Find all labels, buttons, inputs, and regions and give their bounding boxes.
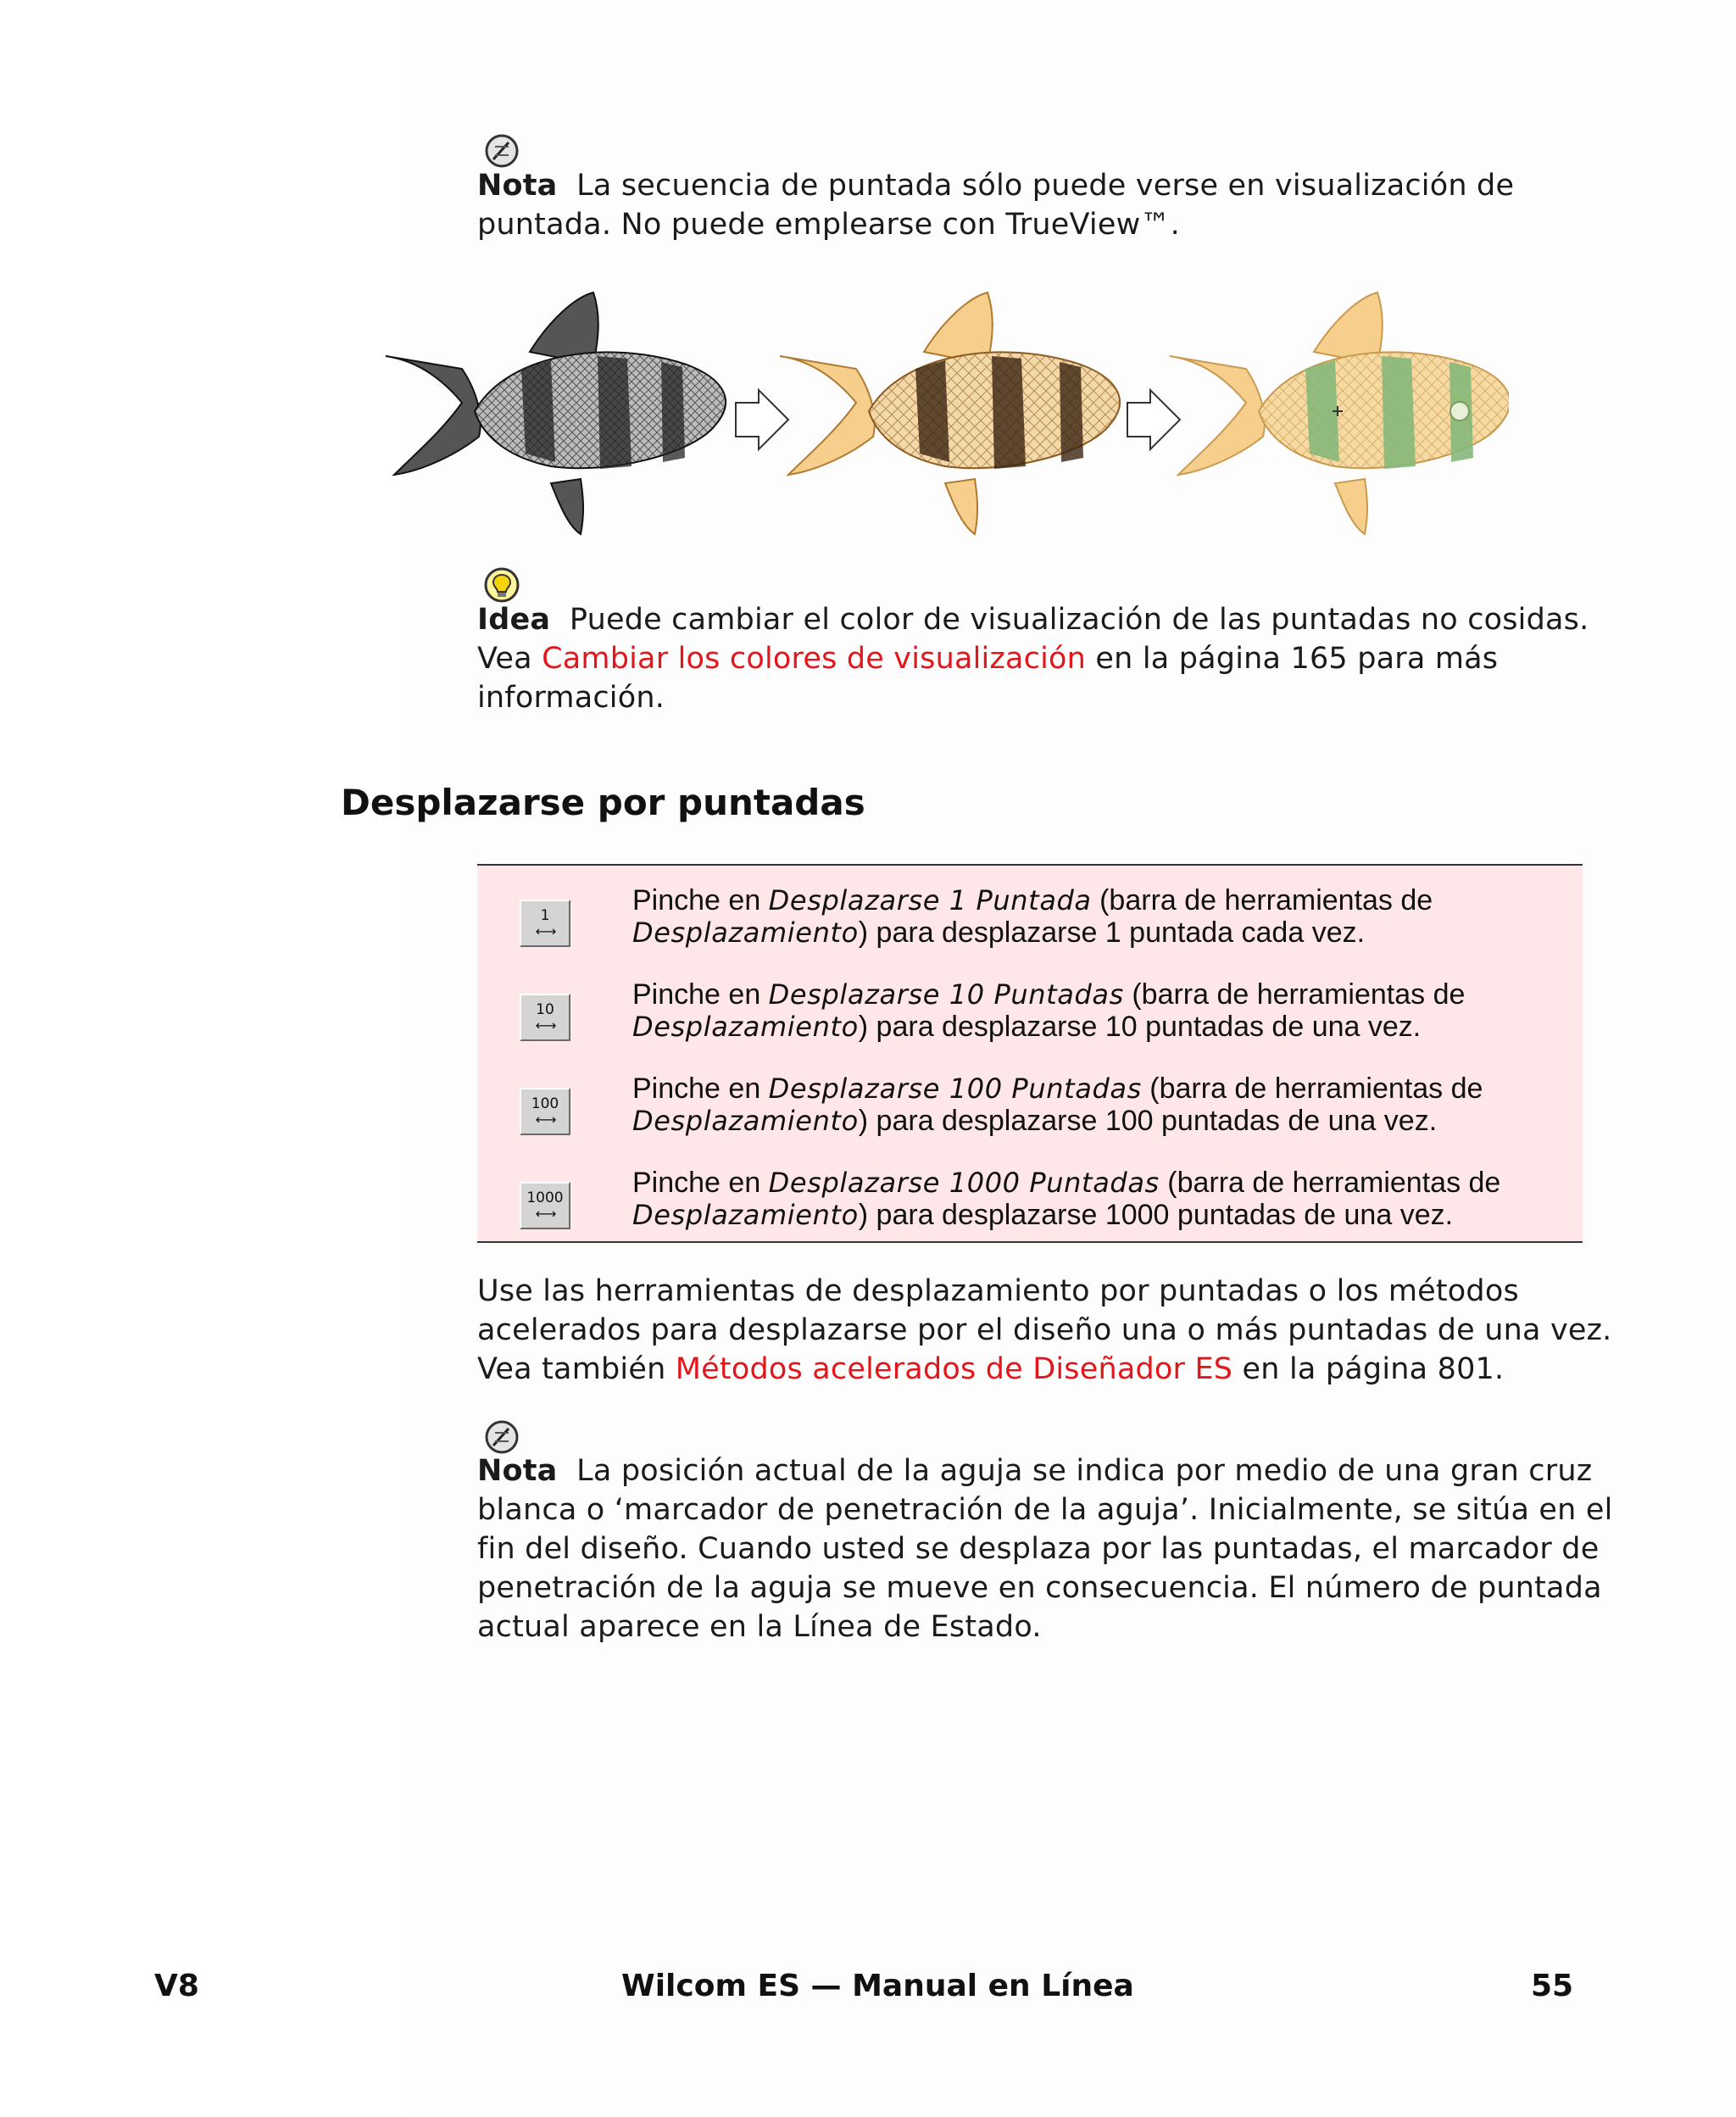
note-2-line-4: penetración de la aguja se mueve en consecuencia. El número de puntada — [477, 1571, 1602, 1605]
note-text: La secuencia de puntada sólo puede verse en visualización de — [576, 169, 1515, 203]
tool-description — [632, 884, 1565, 949]
note-pencil-icon — [483, 132, 520, 170]
section-heading: Desplazarse por puntadas — [341, 782, 865, 823]
text: Pinche en — [632, 1167, 769, 1199]
note-label: Nota — [477, 1454, 558, 1488]
text: Vea también — [477, 1352, 676, 1386]
note-text: La posición actual de la aguja se indica por medio de una gran cruz — [576, 1454, 1593, 1488]
fish-unsewn — [386, 292, 726, 534]
tip-line-2 — [477, 639, 1498, 678]
tool-name: Desplazarse 10 Puntadas — [768, 978, 1124, 1011]
scroll-1000-stitches-button[interactable] — [520, 1182, 570, 1229]
note-2-line-5: actual aparece en la Línea de Estado. — [477, 1610, 1042, 1644]
note-2-line-1 — [477, 1451, 1592, 1490]
tool-description — [632, 978, 1565, 1043]
text: (barra de herramientas de — [1141, 1072, 1483, 1105]
toolbar-name: Desplazamiento — [632, 1011, 859, 1043]
tools-table — [477, 864, 1583, 1243]
footer-version: V8 — [154, 1969, 199, 2003]
note-pencil-icon — [483, 1418, 520, 1456]
note-label: Nota — [477, 169, 558, 203]
tip-line-1 — [477, 600, 1589, 639]
text: (barra de herramientas de — [1091, 884, 1433, 916]
left-right-arrows-icon: ←→ — [535, 1111, 555, 1128]
note-1-line-2: puntada. No puede emplearse con TrueView™. — [477, 208, 1180, 242]
tool-name: Desplazarse 1 Puntada — [768, 884, 1092, 916]
left-right-arrows-icon: ←→ — [535, 1206, 555, 1222]
button-label: 100 — [531, 1095, 559, 1112]
tool-name: Desplazarse 100 Puntadas — [768, 1072, 1142, 1105]
tip-text: Puede cambiar el color de visualización de las puntadas no cosidas. — [569, 603, 1589, 637]
toolbar-name: Desplazamiento — [632, 916, 859, 949]
note-1-line-1 — [477, 166, 1514, 205]
fish-partially-sewn — [780, 292, 1120, 534]
footer-page-number: 55 — [1531, 1969, 1574, 2003]
text: ) para desplazarse 100 puntadas de una vez. — [858, 1105, 1438, 1137]
text: ) para desplazarse 1000 puntadas de una vez. — [858, 1199, 1454, 1231]
tool-description — [632, 1167, 1565, 1231]
tip-text: Vea — [477, 642, 542, 676]
button-label: 10 — [536, 1001, 554, 1018]
tip-label: Idea — [477, 603, 551, 637]
text: Pinche en — [632, 1072, 769, 1105]
tool-description — [632, 1072, 1565, 1137]
tool-row — [477, 967, 1583, 1060]
tool-row — [477, 872, 1583, 966]
fish-stitch-sequence-illustration — [381, 284, 1509, 543]
text: Pinche en — [632, 884, 769, 916]
button-label: 1000 — [526, 1189, 564, 1206]
tool-row — [477, 1061, 1583, 1154]
lightbulb-icon — [483, 566, 520, 604]
paragraph-line-2: acelerados para desplazarse por el diseño una o más puntadas de una vez. — [477, 1313, 1612, 1347]
toolbar-name: Desplazamiento — [632, 1105, 859, 1137]
paragraph-line-3 — [477, 1350, 1504, 1389]
note-2-line-3: fin del diseño. Cuando usted se desplaza por las puntadas, el marcador de — [477, 1532, 1600, 1566]
text: ) para desplazarse 1 puntada cada vez. — [858, 916, 1366, 949]
tip-text: en la página 165 para más — [1086, 642, 1499, 676]
tip-line-3: información. — [477, 681, 665, 715]
text: en la página 801. — [1232, 1352, 1505, 1386]
text: (barra de herramientas de — [1159, 1167, 1501, 1199]
text: ) para desplazarse 10 puntadas de una vez. — [858, 1011, 1422, 1043]
left-right-arrows-icon: ←→ — [535, 923, 555, 939]
note-2-line-2: blanca o ‘marcador de penetración de la aguja’. Inicialmente, se sitúa en el — [477, 1493, 1613, 1527]
button-label: 1 — [540, 907, 550, 924]
toolbar-name: Desplazamiento — [632, 1199, 859, 1231]
text: Pinche en — [632, 978, 769, 1011]
left-right-arrows-icon: ←→ — [535, 1017, 555, 1033]
paragraph-line-1: Use las herramientas de desplazamiento por puntadas o los métodos — [477, 1274, 1519, 1308]
right-arrow-icon — [1127, 390, 1180, 449]
link-cambiar-colores[interactable]: Cambiar los colores de visualización — [542, 642, 1087, 676]
scroll-1-stitch-button[interactable] — [520, 900, 570, 947]
footer-title: Wilcom ES — Manual en Línea — [621, 1969, 1134, 2003]
right-arrow-icon — [736, 390, 788, 449]
text: (barra de herramientas de — [1123, 978, 1466, 1011]
tool-name: Desplazarse 1000 Puntadas — [768, 1167, 1160, 1199]
fish-sewn — [1170, 292, 1509, 534]
link-metodos-acelerados[interactable]: Métodos acelerados de Diseñador ES — [675, 1352, 1233, 1386]
scroll-10-stitches-button[interactable] — [520, 994, 570, 1041]
tool-row — [477, 1155, 1583, 1248]
scroll-100-stitches-button[interactable] — [520, 1088, 570, 1135]
